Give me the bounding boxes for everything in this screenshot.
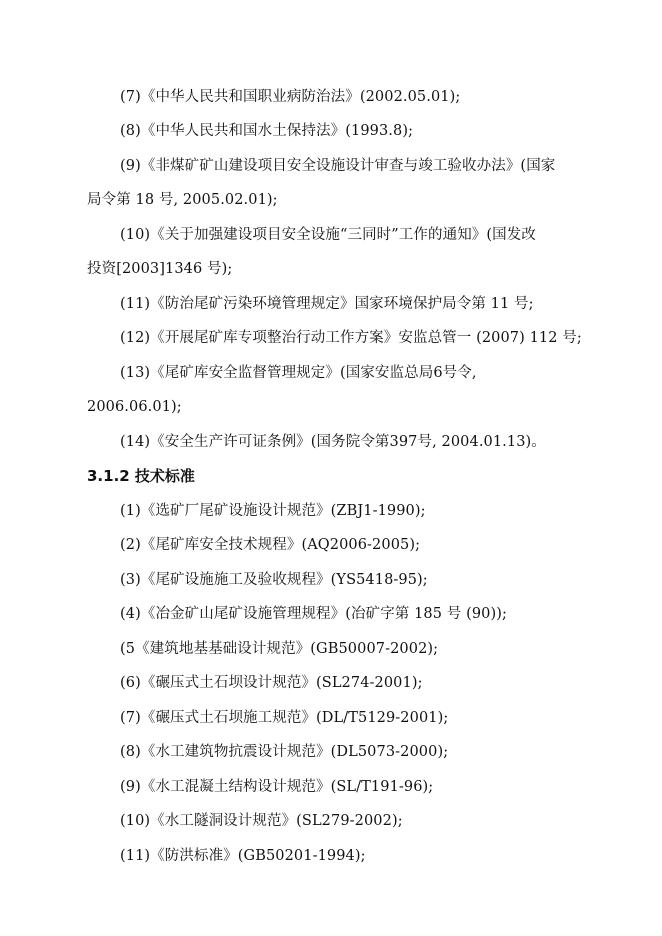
standard-item-3: (3)《尾矿设施施工及验收规程》(YS5418-95); — [120, 572, 428, 588]
law-item-9: (9)《非煤矿矿山建设项目安全设施设计审查与竣工验收办法》(国家 — [120, 158, 556, 174]
standard-item-5: (5《建筑地基基础设计规范》(GB50007-2002); — [120, 641, 439, 657]
standard-item-2: (2)《尾矿库安全技术规程》(AQ2006-2005); — [120, 537, 421, 553]
law-item-7: (7)《中华人民共和国职业病防治法》(2002.05.01); — [120, 89, 461, 105]
law-item-9-continued: 局令第 18 号, 2005.02.01); — [87, 192, 278, 208]
law-item-11: (11)《防治尾矿污染环境管理规定》国家环境保护局令第 11 号; — [120, 296, 534, 312]
standard-item-1: (1)《选矿厂尾矿设施设计规范》(ZBJ1-1990); — [120, 503, 426, 519]
standard-item-6: (6)《碾压式土石坝设计规范》(SL274-2001); — [120, 675, 423, 691]
law-item-10: (10)《关于加强建设项目安全设施“三同时”工作的通知》(国发改 — [120, 227, 536, 243]
law-item-14: (14)《安全生产许可证条例》(国务院令第397号, 2004.01.13)。 — [120, 434, 546, 450]
law-item-8: (8)《中华人民共和国水土保持法》(1993.8); — [120, 123, 414, 139]
law-item-12: (12)《开展尾矿库专项整治行动工作方案》安监总管一 (2007) 112 号; — [120, 330, 582, 346]
section-heading: 3.1.2 技术标准 — [87, 467, 195, 485]
standard-item-11: (11)《防洪标准》(GB50201-1994); — [120, 848, 366, 864]
law-item-13: (13)《尾矿库安全监督管理规定》(国家安监总局6号令, — [120, 365, 477, 381]
standard-item-8: (8)《水工建筑物抗震设计规范》(DL5073-2000); — [120, 744, 449, 760]
standard-item-7: (7)《碾压式土石坝施工规范》(DL/T5129-2001); — [120, 710, 449, 726]
standard-item-4: (4)《冶金矿山尾矿设施管理规程》(冶矿字第 185 号 (90)); — [120, 606, 508, 622]
standard-item-9: (9)《水工混凝土结构设计规范》(SL/T191-96); — [120, 779, 434, 795]
standard-item-10: (10)《水工隧洞设计规范》(SL279-2002); — [120, 813, 403, 829]
law-item-13-continued: 2006.06.01); — [87, 399, 182, 415]
law-item-10-continued: 投资[2003]1346 号); — [87, 261, 233, 277]
